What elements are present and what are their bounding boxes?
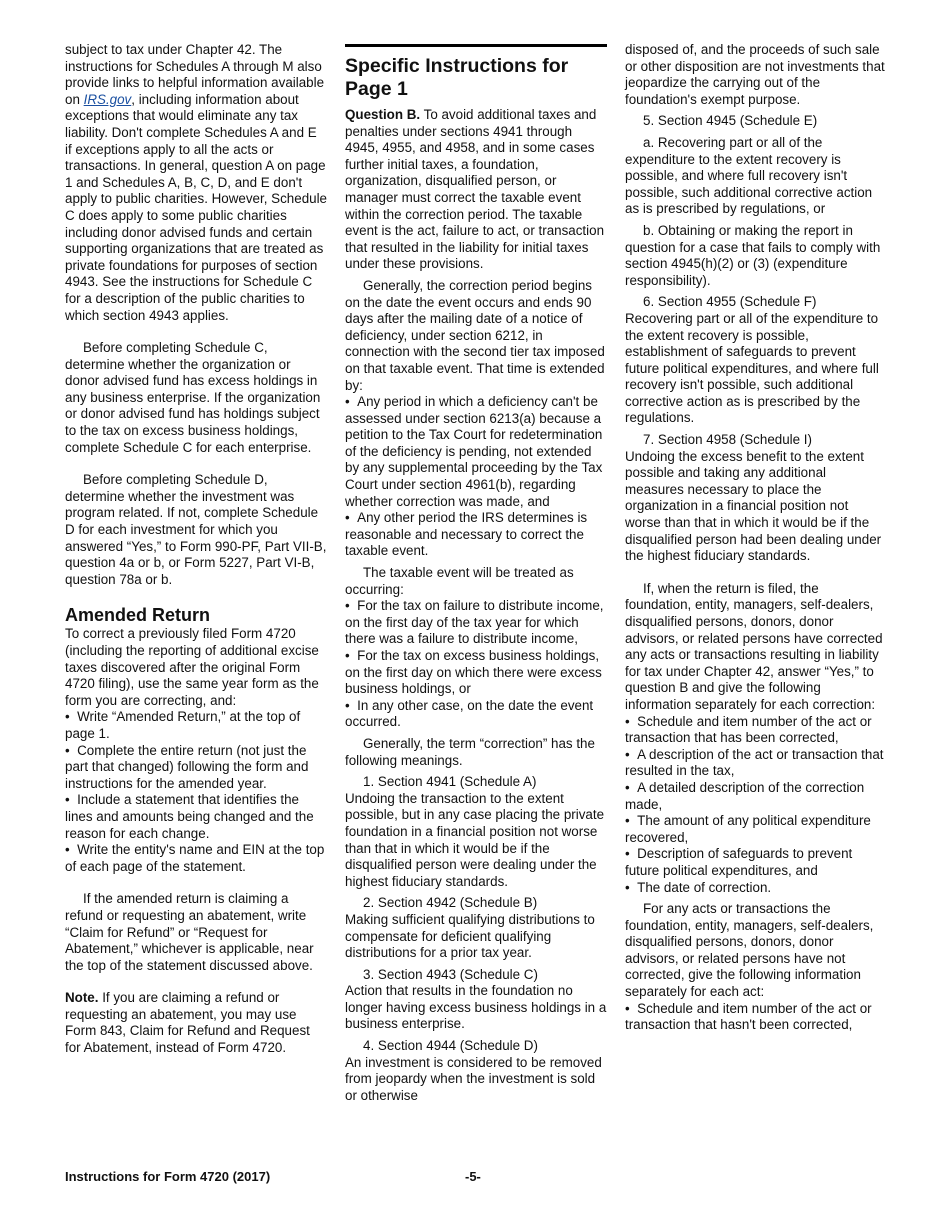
note-label: Note. (65, 990, 99, 1006)
item-sub: a. Recovering part or all of the expenditure to the extent recovery is possible, and where full recovery isn't possible, such additional corrective action as is prescribed by regulations, or (625, 134, 873, 217)
list-item: • The amount of any political expenditure recovered, (625, 813, 887, 846)
column-right (625, 42, 887, 1034)
list-item: • Any other period the IRS determines is reasonable and necessary to correct the taxable event. (345, 510, 607, 560)
paragraph-if-corrected: If, when the return is filed, the foundation, entity, managers, self-dealers, disqualified persons, donors, donor advisors, or related persons have corrected any acts or transactions resulting in liability for tax under Chapter 42, answer “Yes,” to question B and give the following information separately for each correction: (625, 580, 883, 712)
item-head: 3. Section 4943 (Schedule C) (363, 966, 538, 982)
list-item: • A detailed description of the correction made, (625, 780, 887, 813)
question-b-label: Question B. (345, 107, 421, 122)
paragraph-treated: The taxable event will be treated as occurring: (345, 565, 574, 597)
paragraph-continued: disposed of, and the proceeds of such sale or other disposition are not investments that jeopardize the carrying out of the foundation's exempt purpose. (625, 42, 885, 107)
item-head: 1. Section 4941 (Schedule A) (363, 774, 537, 790)
list-item: • In any other case, on the date the event occurred. (345, 698, 607, 731)
item-text: Undoing the excess benefit to the extent possible and taking any additional measures necessary to place the organization in a financial position not worse than that in which it would be if the disqualified person had been dealing under the highest fiduciary standards. (625, 448, 882, 564)
list-item: • Complete the entire return (not just the part that changed) following the form and instructions for the amended year. (65, 743, 327, 793)
paragraph-schedule-c: Before completing Schedule C, determine whether the organization or donor advised fund has excess holdings in any business enterprise. If the organization or donor advised fund has holdings subject to the tax on excess business holdings, complete Schedule C for each enterprise. (65, 340, 321, 455)
amended-return-heading: Amended Return (65, 605, 211, 626)
paragraph-refund: If the amended return is claiming a refund or requesting an abatement, write “Claim for Refund” or “Request for Abatement,” whichever is applicable, near the top of the statement discussed above. (65, 891, 314, 973)
item-head: 5. Section 4945 (Schedule E) (643, 113, 818, 129)
section-rule (345, 44, 607, 47)
paragraph-schedule-d: Before completing Schedule D, determine whether the investment was program related. If not, complete Schedule D for each investment for which you answered “Yes,” to Form 990-PF, Part VII-B, question 4a or b, or Form 5227, Part VI-B, question 78a or b. (65, 472, 327, 587)
list-item: • The date of correction. (625, 880, 887, 897)
paragraph-amended-intro: To correct a previously filed Form 4720 (including the reporting of additional excise taxes discovered after the original Form 4720 filing), use the same year form as the form you are correcting, and: (65, 626, 319, 708)
list-item: • Schedule and item number of the act or transaction that hasn't been corrected, (625, 1001, 887, 1034)
paragraph-not-corrected: For any acts or transactions the foundation, entity, managers, self-dealers, disqualified persons, donors, donor advisors, or related persons have not corrected, give the following information separately for each act: (625, 901, 874, 1000)
list-item: • Schedule and item number of the act or transaction that has been corrected, (625, 714, 887, 747)
paragraph-note: Note. If you are claiming a refund or requesting an abatement, you may use Form 843, Claim for Refund and Request for Abatement, instead of Form 4720. (65, 990, 310, 1056)
item-text: Action that results in the foundation no longer having excess business holdings in a business enterprise. (345, 983, 607, 1032)
list-item: • For the tax on excess business holdings, on the first day on which there were excess business holdings, or (345, 648, 607, 698)
item-text: Making sufficient qualifying distributions to compensate for deficient qualifying distributions for a prior tax year. (345, 911, 595, 961)
list-item: • For the tax on failure to distribute income, on the first day of the tax year for which there was a failure to distribute income, (345, 598, 607, 648)
specific-instructions-heading: Specific Instructions for Page 1 (345, 55, 569, 100)
paragraph-question-b: Question B. To avoid additional taxes and penalties under sections 4941 through 4945, 4955, and 4958, and in some cases further initial taxes, a foundation, organization, disqualified person, or manager must correct the taxable event within the correction period. The taxable event is the act, failure to act, or transaction that resulted in the liability for initial taxes under these provisions. (345, 107, 605, 272)
irs-gov-link[interactable]: IRS.gov (83, 91, 132, 107)
footer-form-title: Instructions for Form 4720 (2017) (65, 1169, 271, 1184)
list-item: • Write the entity's name and EIN at the top of each page of the statement. (65, 842, 327, 875)
list-item: • Any period in which a deficiency can't be assessed under section 6213(a) because a petition to the Tax Court for redetermination of the deficiency is pending, not extended by any supplemental proceeding by the Tax Court under section 4961(b), regarding whether correction was made, and (345, 394, 607, 510)
item-head: 7. Section 4958 (Schedule I) (643, 432, 812, 448)
paragraph-intro: subject to tax under Chapter 42. The instructions for Schedules A through M also provide links to helpful information available on IRS.gov, including information about exceptions that would eliminate any tax liability. Don't complete Schedules A and E if exceptions apply to all the acts or transactions. In general, question A on page 1 and Schedules A, B, C, D, and E don't apply to public charities. However, Schedule C does apply to some public charities including donor advised funds and certain supporting organizations that are treated as private foundations for purposes of section 4943. See the instructions for Schedule C for a description of the public charities to which section 4943 applies. (65, 42, 328, 323)
paragraph-correction-period: Generally, the correction period begins on the date the event occurs and ends 90 days after the mailing date of a notice of deficiency, under section 6212, in connection with the second tier tax imposed on that taxable event. That time is extended by: (345, 277, 605, 393)
item-sub: b. Obtaining or making the report in question for a case that fails to comply with section 4945(h)(2) or (3) (expenditure responsibility). (625, 222, 881, 288)
item-head: 4. Section 4944 (Schedule D) (363, 1038, 538, 1054)
column-left (65, 42, 327, 1057)
list-item: • Write “Amended Return,” at the top of page 1. (65, 709, 327, 742)
item-head: 6. Section 4955 (Schedule F) (643, 294, 817, 310)
item-text: Recovering part or all of the expenditure to the extent recovery is possible, establishment of safeguards to prevent future political expenditures, and where full recovery isn't possible, such additional corrective action as is prescribed by the regulations. (625, 310, 879, 426)
list-item: • A description of the act or transaction that resulted in the tax, (625, 747, 887, 780)
item-text: An investment is considered to be removed from jeopardy when the investment is sold or otherwise (345, 1054, 602, 1103)
list-item: • Description of safeguards to prevent future political expenditures, and (625, 846, 887, 879)
page-number: -5- (465, 1169, 481, 1184)
list-item: • Include a statement that identifies the lines and amounts being changed and the reason for each change. (65, 792, 327, 842)
paragraph-correction-term: Generally, the term “correction” has the following meanings. (345, 735, 595, 768)
item-head: 2. Section 4942 (Schedule B) (363, 895, 538, 911)
item-text: Undoing the transaction to the extent possible, but in any case placing the private foundation in a financial position not worse than that in which it would be if the disqualified person were dealing under the highest fiduciary standards. (345, 790, 605, 889)
column-middle (345, 42, 607, 1104)
